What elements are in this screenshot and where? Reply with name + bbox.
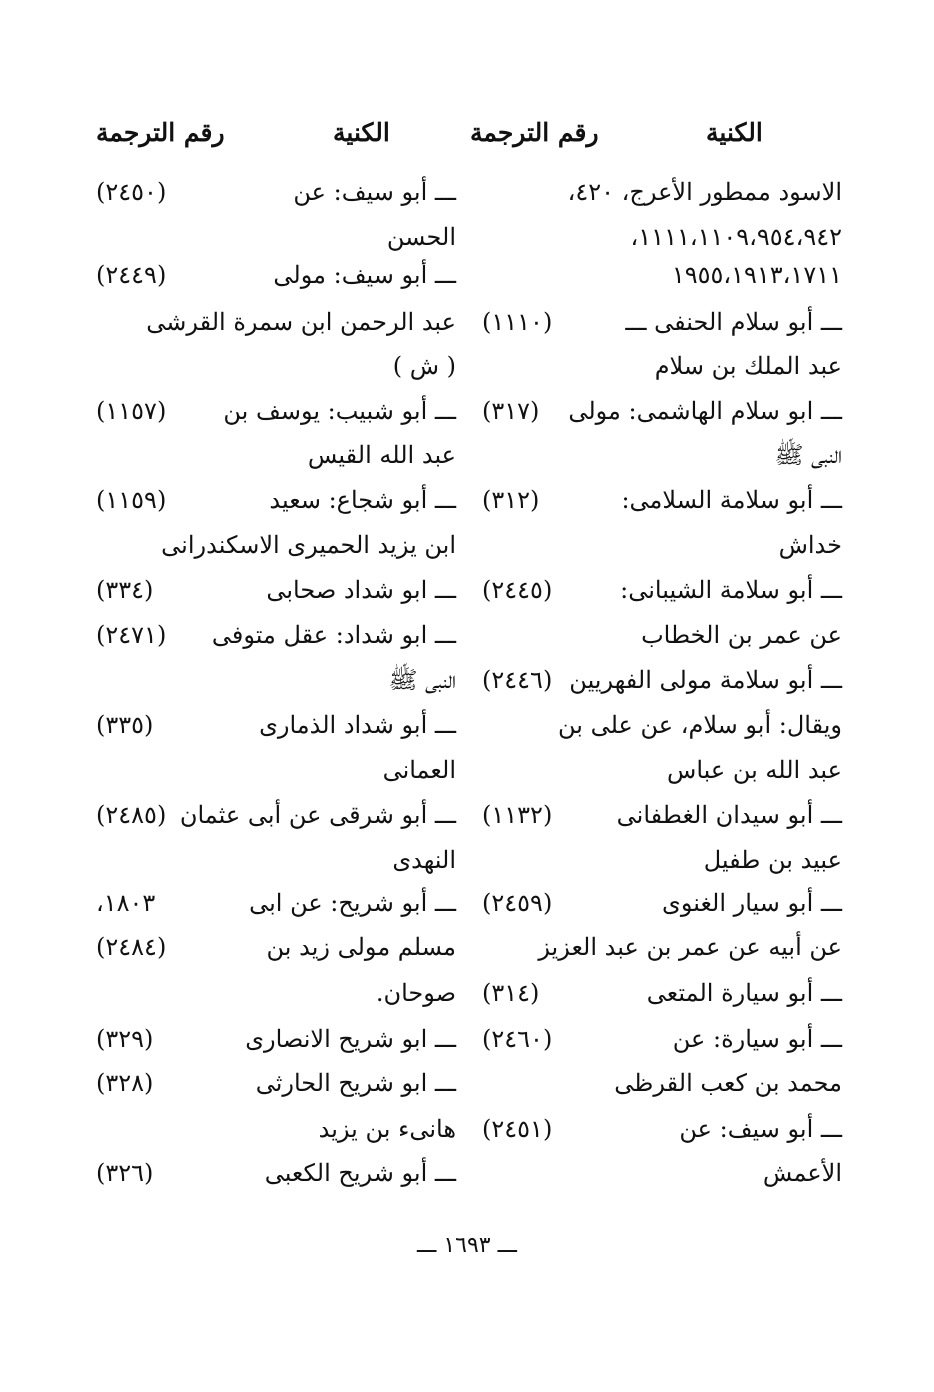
right-entry-text: ١١١١،١١٠٩،٩٥٤،٩٤٢، [630,223,842,251]
right-entry-number: (٣١٢) [482,486,540,514]
right-entry-text: ويقال: أبو سلام، عن على بن [558,711,842,739]
left-entry-number: (٢٤٨٤) [96,933,167,961]
left-entry-text: هانىء بن يزيد [318,1115,456,1143]
right-entry-text: ـــ أبو سيدان الغطفانى [616,801,842,829]
right-entry-text: ـــ أبو سلامة الشيبانى: [620,576,842,604]
left-entry-number: (١١٥٩) [96,486,167,514]
right-entry-text: عبد الملك بن سلام [654,352,842,380]
left-entry-number: (٣٣٥) [96,711,154,739]
right-entry-text: ـــ أبو سلامة مولى الفهريين [569,666,842,694]
left-entry-text: عبد الله القيس [307,441,456,469]
left-entry-text: النهدى [392,846,456,874]
left-entry-text: ـــ أبو سيف: مولى [273,261,456,289]
right-entry-text: ـــ أبو سيف: عن [679,1115,842,1143]
left-entry-text: ـــ ابو شريح الانصارى [245,1025,456,1053]
left-entry-number: (٢٤٧١) [96,621,167,649]
right-entry-number: (٢٤٥١) [482,1115,553,1143]
left-entry-text: ـــ أبو شريح الكعبى [264,1159,456,1187]
right-entry-text: ـــ أبو سيارة: عن [672,1025,842,1053]
right-entry-text: ـــ أبو سلامة السلامى: [621,486,842,514]
right-entry-text: عن أبيه عن عمر بن عبد العزيز [538,933,842,961]
right-entry-text: ١٩٥٥،١٩١٣،١٧١١ [671,261,842,289]
right-entry-text: ـــ أبو سيار الغنوى [662,889,842,917]
right-entry-text: النبى ﷺ [774,441,842,469]
right-entry-number: (٢٤٥٩) [482,889,553,917]
right-entry-text: الأعمش [762,1159,842,1187]
left-entry-number: (٢٤٨٥) [96,801,167,829]
left-entry-number: (٣٢٦) [96,1159,154,1187]
left-entry-text: صوحان. [375,979,456,1007]
right-entry-text: ـــ ابو سلام الهاشمى: مولى [568,397,842,425]
right-entry-text: عبد الله بن عباس [667,756,842,784]
right-entry-number: (١١٣٢) [482,801,553,829]
left-entry-number: ١٨٠٣، [96,889,156,917]
left-entry-text: مسلم مولى زيد بن [266,933,456,961]
left-entry-text: ـــ أبو شريح: عن ابى [249,889,456,917]
right-entry-number: (٣١٧) [482,397,540,425]
header-right-number: رقم الترجمة [470,118,599,147]
right-entry-text: عن عمر بن الخطاب [641,621,842,649]
right-entry-number: (٢٤٤٥) [482,576,553,604]
left-entry-text: النبى ﷺ [388,666,456,694]
left-entry-text: ابن يزيد الحميرى الاسكندرانى [161,531,456,559]
left-entry-text: ـــ أبو شداد الذمارى [259,711,456,739]
left-entry-text: ـــ ابو شداد: عقل متوفى [211,621,456,649]
left-entry-text: العمانى [382,756,456,784]
left-entry-number: (٢٤٤٩) [96,261,167,289]
right-entry-number: (٣١٤) [482,979,540,1007]
left-entry-number: (٣٣٤) [96,576,154,604]
header-left-kunya: الكنية [333,118,390,147]
left-entry-text: ( ش ) [392,352,456,380]
right-entry-number: (٢٤٤٦) [482,666,553,694]
left-entry-text: ـــ أبو شجاع: سعيد [269,486,456,514]
right-entry-text: ـــ أبو سلام الحنفى ـــ [625,308,842,336]
right-entry-number: (١١١٠) [482,308,553,336]
left-entry-number: (٣٢٩) [96,1025,154,1053]
left-entry-number: (٢٤٥٠) [96,178,167,206]
header-right-kunya: الكنية [706,118,763,147]
left-entry-text: عبد الرحمن ابن سمرة القرشى [146,308,456,336]
left-entry-text: ـــ أبو شرقى عن أبى عثمان [179,801,456,829]
page-number: ـــ ١٦٩٣ ـــ [417,1233,517,1258]
left-entry-number: (٣٢٨) [96,1069,154,1097]
right-entry-text: ـــ أبو سيارة المتعى [646,979,842,1007]
left-entry-number: (١١٥٧) [96,397,167,425]
right-entry-text: محمد بن كعب القرظى [614,1069,842,1097]
left-entry-text: ـــ ابو شريح الحارثى [255,1069,456,1097]
left-entry-text: ـــ أبو سيف: عن [293,178,456,206]
right-entry-number: (٢٤٦٠) [482,1025,553,1053]
left-entry-text: الحسن [386,223,456,251]
right-entry-text: خداش [778,531,842,559]
header-left-number: رقم الترجمة [96,118,225,147]
left-entry-text: ـــ أبو شبيب: يوسف بن [223,397,456,425]
right-entry-text: الاسود ممطور الأعرج، ٤٢٠، [567,178,842,206]
right-entry-text: عبيد بن طفيل [703,846,842,874]
left-entry-text: ـــ ابو شداد صحابى [266,576,456,604]
